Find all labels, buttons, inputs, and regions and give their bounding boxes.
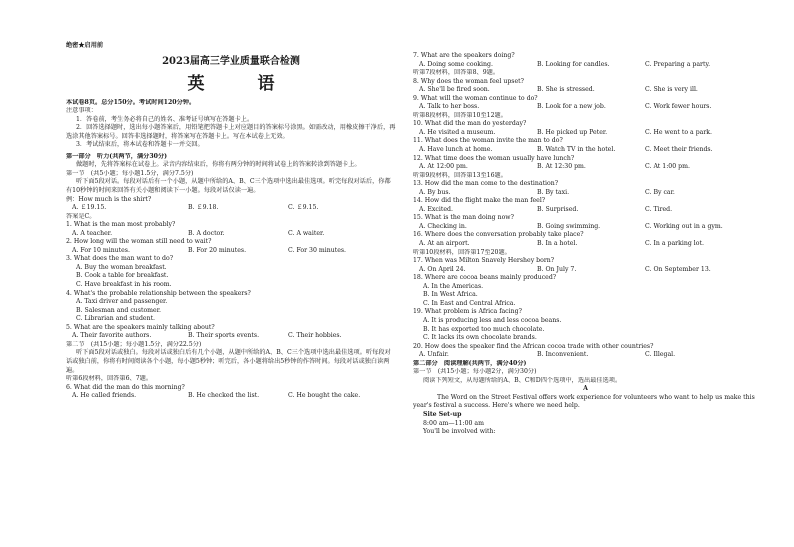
material-6-note: 听第6段材料，回答第6、7题。: [66, 375, 153, 383]
option-b: B. On July 7.: [537, 265, 577, 273]
option-a: A. By bus.: [419, 188, 451, 196]
part-1-heading: 第一部分 听力(共两节，满分30分): [66, 152, 168, 160]
option-b: B. At 12:30 pm.: [537, 163, 586, 171]
option-c: C. Preparing a party.: [645, 60, 711, 68]
option-c: C. A waiter.: [288, 229, 325, 237]
note-3: 3．考试结束后，将本试卷和答题卡一并交回。: [76, 141, 204, 149]
option-c: C. She is very ill.: [645, 86, 698, 94]
material-7-note: 听第7段材料，回答第8、9题。: [413, 69, 500, 77]
right-column: [413, 52, 758, 437]
site-setup-heading: Site Set-up: [423, 410, 462, 418]
question-1-options: [66, 230, 396, 239]
option-c: C. On September 13.: [645, 265, 711, 273]
option-a: A. Taxi driver and passenger.: [76, 298, 168, 306]
example-answer: 答案是C。: [66, 212, 96, 220]
question-7-options: [413, 61, 758, 70]
question-19: 19. What problem is Africa facing?: [413, 308, 522, 316]
note-1: 1．答卷前，考生务必将自己的姓名、准考证号填写在答题卡上。: [76, 115, 254, 123]
left-column: [66, 42, 396, 401]
site-setup-involvement: You'll be involved with:: [423, 428, 496, 436]
question-6: 6. What did the man do this morning?: [66, 383, 185, 391]
question-11: 11. What does the woman invite the man to do?: [413, 137, 563, 145]
material-8-note: 听第8段材料，回答第10至12题。: [413, 111, 507, 119]
option-b: B. Their sports events.: [188, 332, 260, 340]
option-c: C. It lacks its own chocolate brands.: [423, 334, 537, 342]
question-16-options: [413, 240, 758, 249]
option-c: C. At 1:00 pm.: [645, 163, 690, 171]
question-20: 20. How does the speaker find the African cocoa trade with other countries?: [413, 342, 654, 350]
option-a: A. Have lunch at home.: [419, 146, 493, 154]
option-b: B. Inconvenient.: [537, 351, 589, 359]
question-17: 17. When was Milton Snavely Hershey born?: [413, 257, 555, 265]
material-10-note: 听第10段材料，回答第17至20题。: [413, 248, 511, 256]
option-a: A. Buy the woman breakfast.: [76, 263, 167, 271]
part-2-section-1-heading: 第一节 (共15小题；每小题2分，满分30分): [413, 368, 537, 376]
option-a: A. In the Americas.: [423, 282, 484, 290]
option-b: B. It has exported too much chocolate.: [423, 325, 545, 333]
section-1-description: 听下面5段对话。每段对话后有一个小题，从题中所给的A、B、C三个选项中选出最佳选项。听完每段对话后，你都有10秒钟的时间来回答有关小题和阅读下一小题。每段对话仅读一遍。: [66, 178, 391, 195]
option-c: C. Librarian and student.: [76, 315, 156, 323]
subject-title: 英 语: [187, 73, 293, 94]
exam-intro: 本试卷8页。总分150分。考试时间120分钟。: [66, 98, 196, 106]
option-a: A. She'll be fired soon.: [419, 86, 490, 94]
example-options: [66, 204, 396, 213]
option-c: C. He bought the cake.: [288, 392, 361, 400]
question-10-options: [413, 129, 758, 138]
question-14: 14. How did the flight make the man feel?: [413, 197, 546, 205]
option-a: A. Excited.: [419, 205, 453, 213]
passage-a-paragraph: The Word on the Street Festival offers work experience for volunteers who want to help us make this year's festival a success. Here's where we need help.: [413, 393, 755, 410]
part-2-section-1-description: 阅读下列短文，从每题所给的A、B、C和D四个选项中，选出最佳选项。: [423, 376, 622, 384]
option-b: B. Looking for candles.: [537, 60, 610, 68]
option-b: B. By taxi.: [537, 188, 570, 196]
option-a: A. It is producing less and less cocoa beans.: [423, 316, 562, 324]
question-9: 9. What will the woman continue to do?: [413, 94, 538, 102]
question-20-options: [413, 351, 758, 360]
question-15: 15. What is the man doing now?: [413, 214, 514, 222]
question-10: 10. What did the man do yesterday?: [413, 120, 527, 128]
option-b: B. Going swimming.: [537, 222, 601, 230]
option-c: C. Work fewer hours.: [645, 103, 712, 111]
example-question: 例：How much is the shirt?: [66, 195, 152, 203]
option-c: C. Working out in a gym.: [645, 222, 723, 230]
question-6-options: [66, 392, 396, 401]
note-2: 2．回答选择题时，选出每小题答案后，用铅笔把答题卡上对应题目的答案标号涂黑。如需改动，用橡皮擦干净后，再选涂其他答案标号。回答非选择题时，将答案写在答题卡上。写在本试卷上无效。: [66, 124, 396, 140]
option-a: A. On April 24.: [419, 265, 466, 273]
question-3: 3. What does the man want to do?: [66, 255, 174, 263]
question-14-options: [413, 206, 758, 215]
option-c: C. Tired.: [645, 205, 673, 213]
question-12: 12. What time does the woman usually have lunch?: [413, 154, 575, 162]
material-9-note: 听第9段材料，回答第13至16题。: [413, 171, 507, 179]
question-1: 1. What is the man most probably?: [66, 221, 176, 229]
question-7: 7. What are the speakers doing?: [413, 52, 515, 59]
notes-heading: 注意事项：: [66, 107, 97, 115]
option-b: B. He checked the list.: [188, 392, 260, 400]
option-a: A. He visited a museum.: [419, 128, 496, 136]
site-setup-time: 8:00 am—11:00 am: [423, 419, 484, 427]
option-b: B. He picked up Peter.: [537, 128, 608, 136]
question-4: 4. What's the probable relationship between the speakers?: [66, 289, 251, 297]
exam-title: 2023届高三学业质量联合检测: [162, 55, 300, 67]
option-c: C. For 30 minutes.: [288, 246, 346, 254]
option-c: C. In a parking lot.: [645, 240, 704, 248]
option-c: C. Have breakfast in his room.: [76, 281, 172, 289]
option-a: A. For 10 minutes.: [72, 246, 130, 254]
question-9-options: [413, 103, 758, 112]
question-8-options: [413, 86, 758, 95]
option-a: A. Unfair.: [419, 351, 449, 359]
section-1-heading: 第一节 (共5小题；每小题1.5分，满分7.5分): [66, 169, 194, 177]
option-c: C. By car.: [645, 188, 675, 196]
question-15-options: [413, 223, 758, 232]
part-1-description: 做题时，先将答案标在试卷上。录音内容结束后，你将有两分钟的时间将试卷上的答案转涂到答题卡上。: [76, 161, 361, 169]
section-2-description: 听下面5段对话或独白。每段对话或独白后有几个小题，从题中所给的A、B、C三个选项中选出最佳选项。听每段对话或独白前，你将有时间阅读各个小题，每小题5秒钟；听完后，各小题将给出5秒钟的作答时间。每段对话或独白读两遍。: [66, 349, 391, 374]
question-2: 2. How long will the woman still need to wait?: [66, 238, 212, 246]
option-c: C. In East and Central Africa.: [423, 299, 516, 307]
option-c: C. Their hobbies.: [288, 332, 342, 340]
question-2-options: [66, 247, 396, 256]
option-b: B. A doctor.: [188, 229, 225, 237]
option-a: A. At an airport.: [419, 240, 470, 248]
option-a: A. A teacher.: [72, 229, 113, 237]
option-a: A. At 12:00 pm.: [419, 163, 468, 171]
option-b: B. In a hotel.: [537, 240, 578, 248]
question-5: 5. What are the speakers mainly talking about?: [66, 323, 215, 331]
question-18: 18. Where are cocoa beans mainly produced?: [413, 274, 557, 282]
option-b: B. Look for a new job.: [537, 103, 606, 111]
option-b: B. She is stressed.: [537, 86, 595, 94]
confidential-mark: 绝密★启用前: [66, 42, 104, 49]
option-c: C. He went to a park.: [645, 128, 713, 136]
question-13: 13. How did the man come to the destination?: [413, 180, 559, 188]
part-2-heading: 第二部分 阅读理解(共两节，满分40分): [413, 359, 527, 367]
question-11-options: [413, 146, 758, 155]
option-b: B. For 20 minutes.: [188, 246, 247, 254]
option-a: A. Their favorite authors.: [72, 332, 152, 340]
option-b: B. Cook a table for breakfast.: [76, 272, 169, 280]
option-a: A. Talk to her boss.: [419, 103, 480, 111]
option-b: B. In West Africa.: [423, 291, 478, 299]
question-16: 16. Where does the conversation probably take place?: [413, 231, 584, 239]
question-8: 8. Why does the woman feel upset?: [413, 77, 524, 85]
option-b: B. Surprised.: [537, 205, 579, 213]
option-b: B. Watch TV in the hotel.: [537, 146, 616, 154]
option-c: C. Illegal.: [645, 351, 676, 359]
option-a: A. ￡19.15.: [72, 204, 107, 212]
section-2-heading: 第二节 (共15小题；每小题1.5分，满分22.5分): [66, 340, 202, 348]
question-5-options: [66, 332, 396, 341]
option-a: A. He called friends.: [72, 392, 137, 400]
option-a: A. Checking in.: [419, 222, 467, 230]
passage-letter: A: [583, 385, 588, 393]
option-c: C. Meet their friends.: [645, 146, 713, 154]
question-17-options: [413, 266, 758, 275]
question-13-options: [413, 189, 758, 198]
option-a: A. Doing some cooking.: [419, 60, 493, 68]
option-b: B. Salesman and customer.: [76, 306, 161, 314]
option-b: B. ￡9.18.: [188, 204, 219, 212]
question-12-options: [413, 163, 758, 172]
option-c: C. ￡9.15.: [288, 204, 319, 212]
